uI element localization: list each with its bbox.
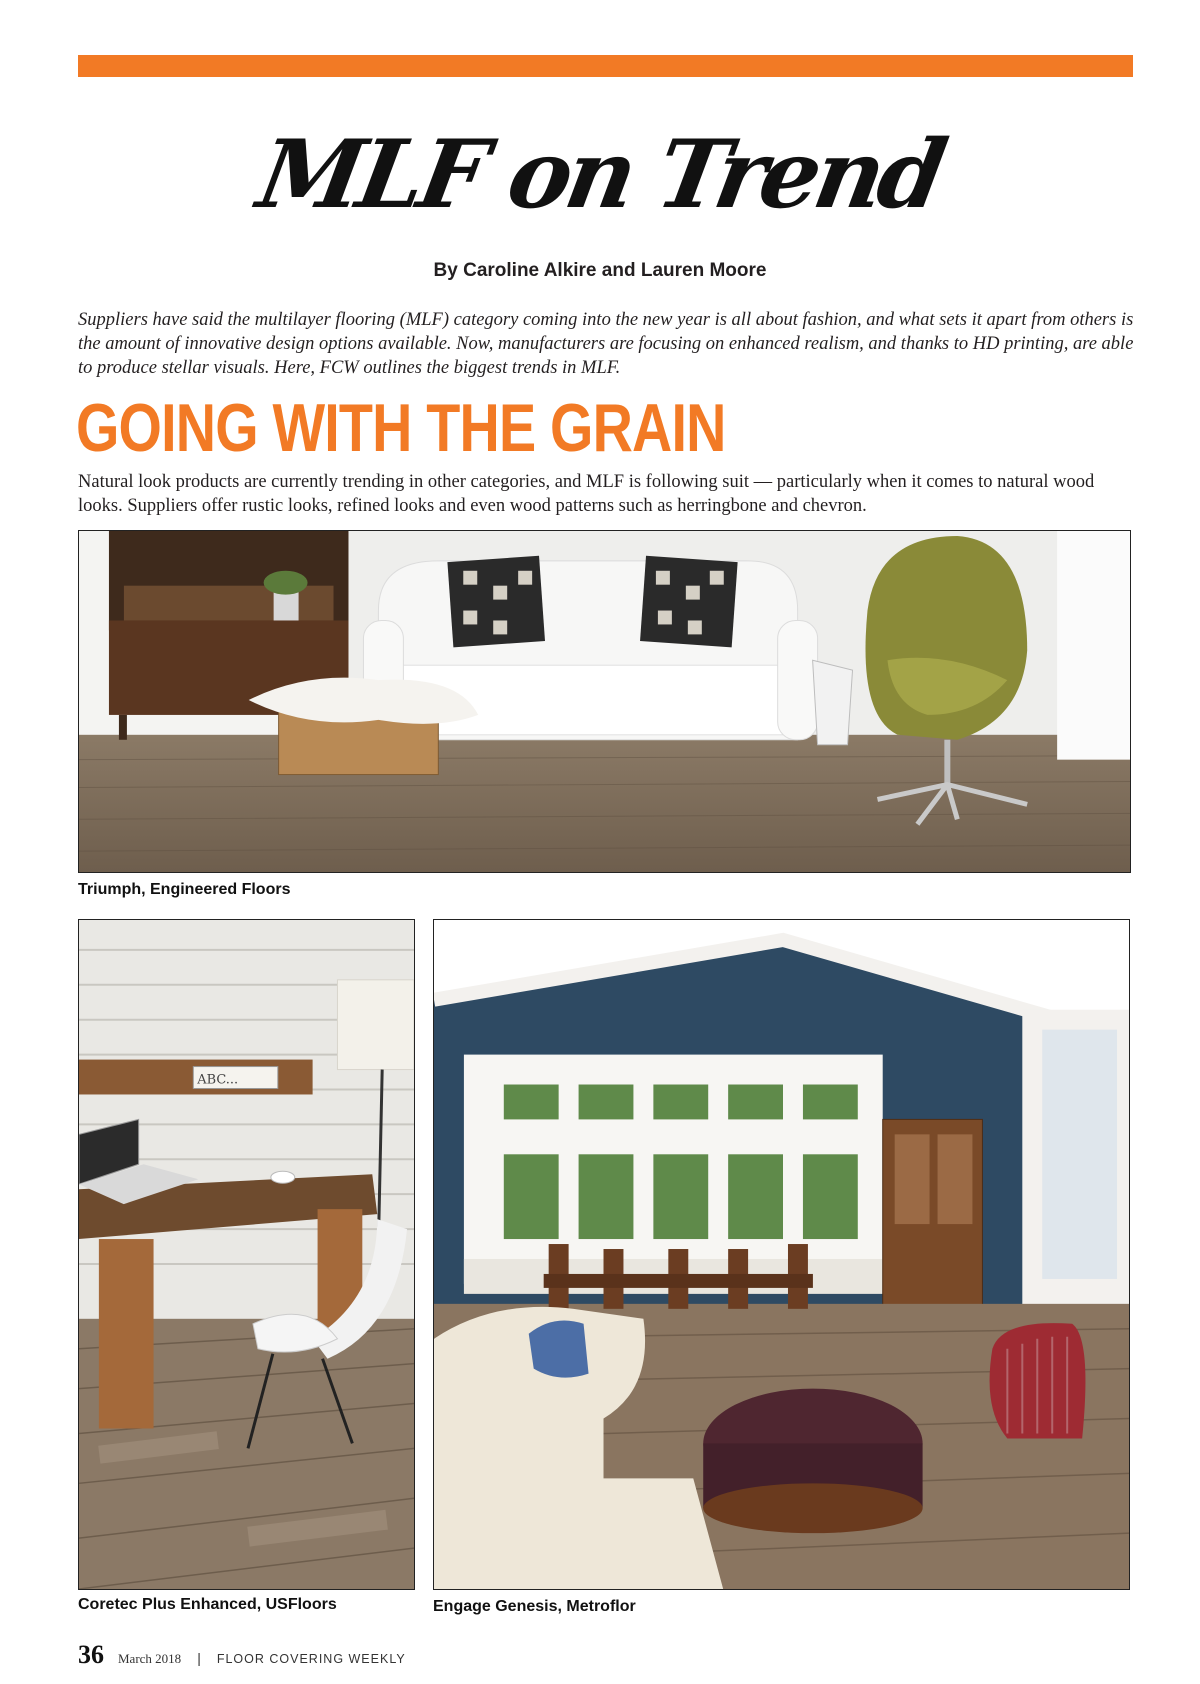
great-room-photo [433,919,1130,1590]
article-title: MLF on Trend [250,120,950,230]
great-room-caption: Engage Genesis, Metroflor [433,1598,636,1615]
office-caption: Coretec Plus Enhanced, USFloors [78,1596,337,1613]
top-accent-bar [78,55,1133,77]
intro-paragraph: Suppliers have said the multilayer flooring (MLF) category coming into the new year is all about fashion, and what sets it apart from others is the amount of innovative design options available. Now, manufacturers are focusing on enhanced realism, and thanks to HD printing, are able to produce stellar visuals. Here, FCW outlines the biggest trends in MLF. [78,310,1134,378]
issue-date: March 2018 [118,1651,182,1666]
section-body: Natural look products are currently trending in other categories, and MLF is following suit — particularly when it comes to natural wood looks. Suppliers offer rustic looks, refined looks and even wood patterns such as herringbone and chevron. [78,472,1095,516]
living-room-illustration [79,531,1130,872]
footer-separator: | [197,1650,201,1666]
shelf-letter-blocks: ABC... [197,1072,239,1088]
page-number: 36 [78,1640,104,1669]
section-headline: GOING WITH THE GRAIN [76,390,726,466]
office-photo [78,919,415,1590]
page-footer [78,1640,406,1670]
byline: By Caroline Alkire and Lauren Moore [433,260,767,281]
living-room-caption: Triumph, Engineered Floors [78,881,291,898]
publication-name: FLOOR COVERING WEEKLY [216,1652,406,1666]
great-room-illustration [434,920,1129,1589]
living-room-photo [78,530,1131,873]
office-illustration [79,920,414,1589]
